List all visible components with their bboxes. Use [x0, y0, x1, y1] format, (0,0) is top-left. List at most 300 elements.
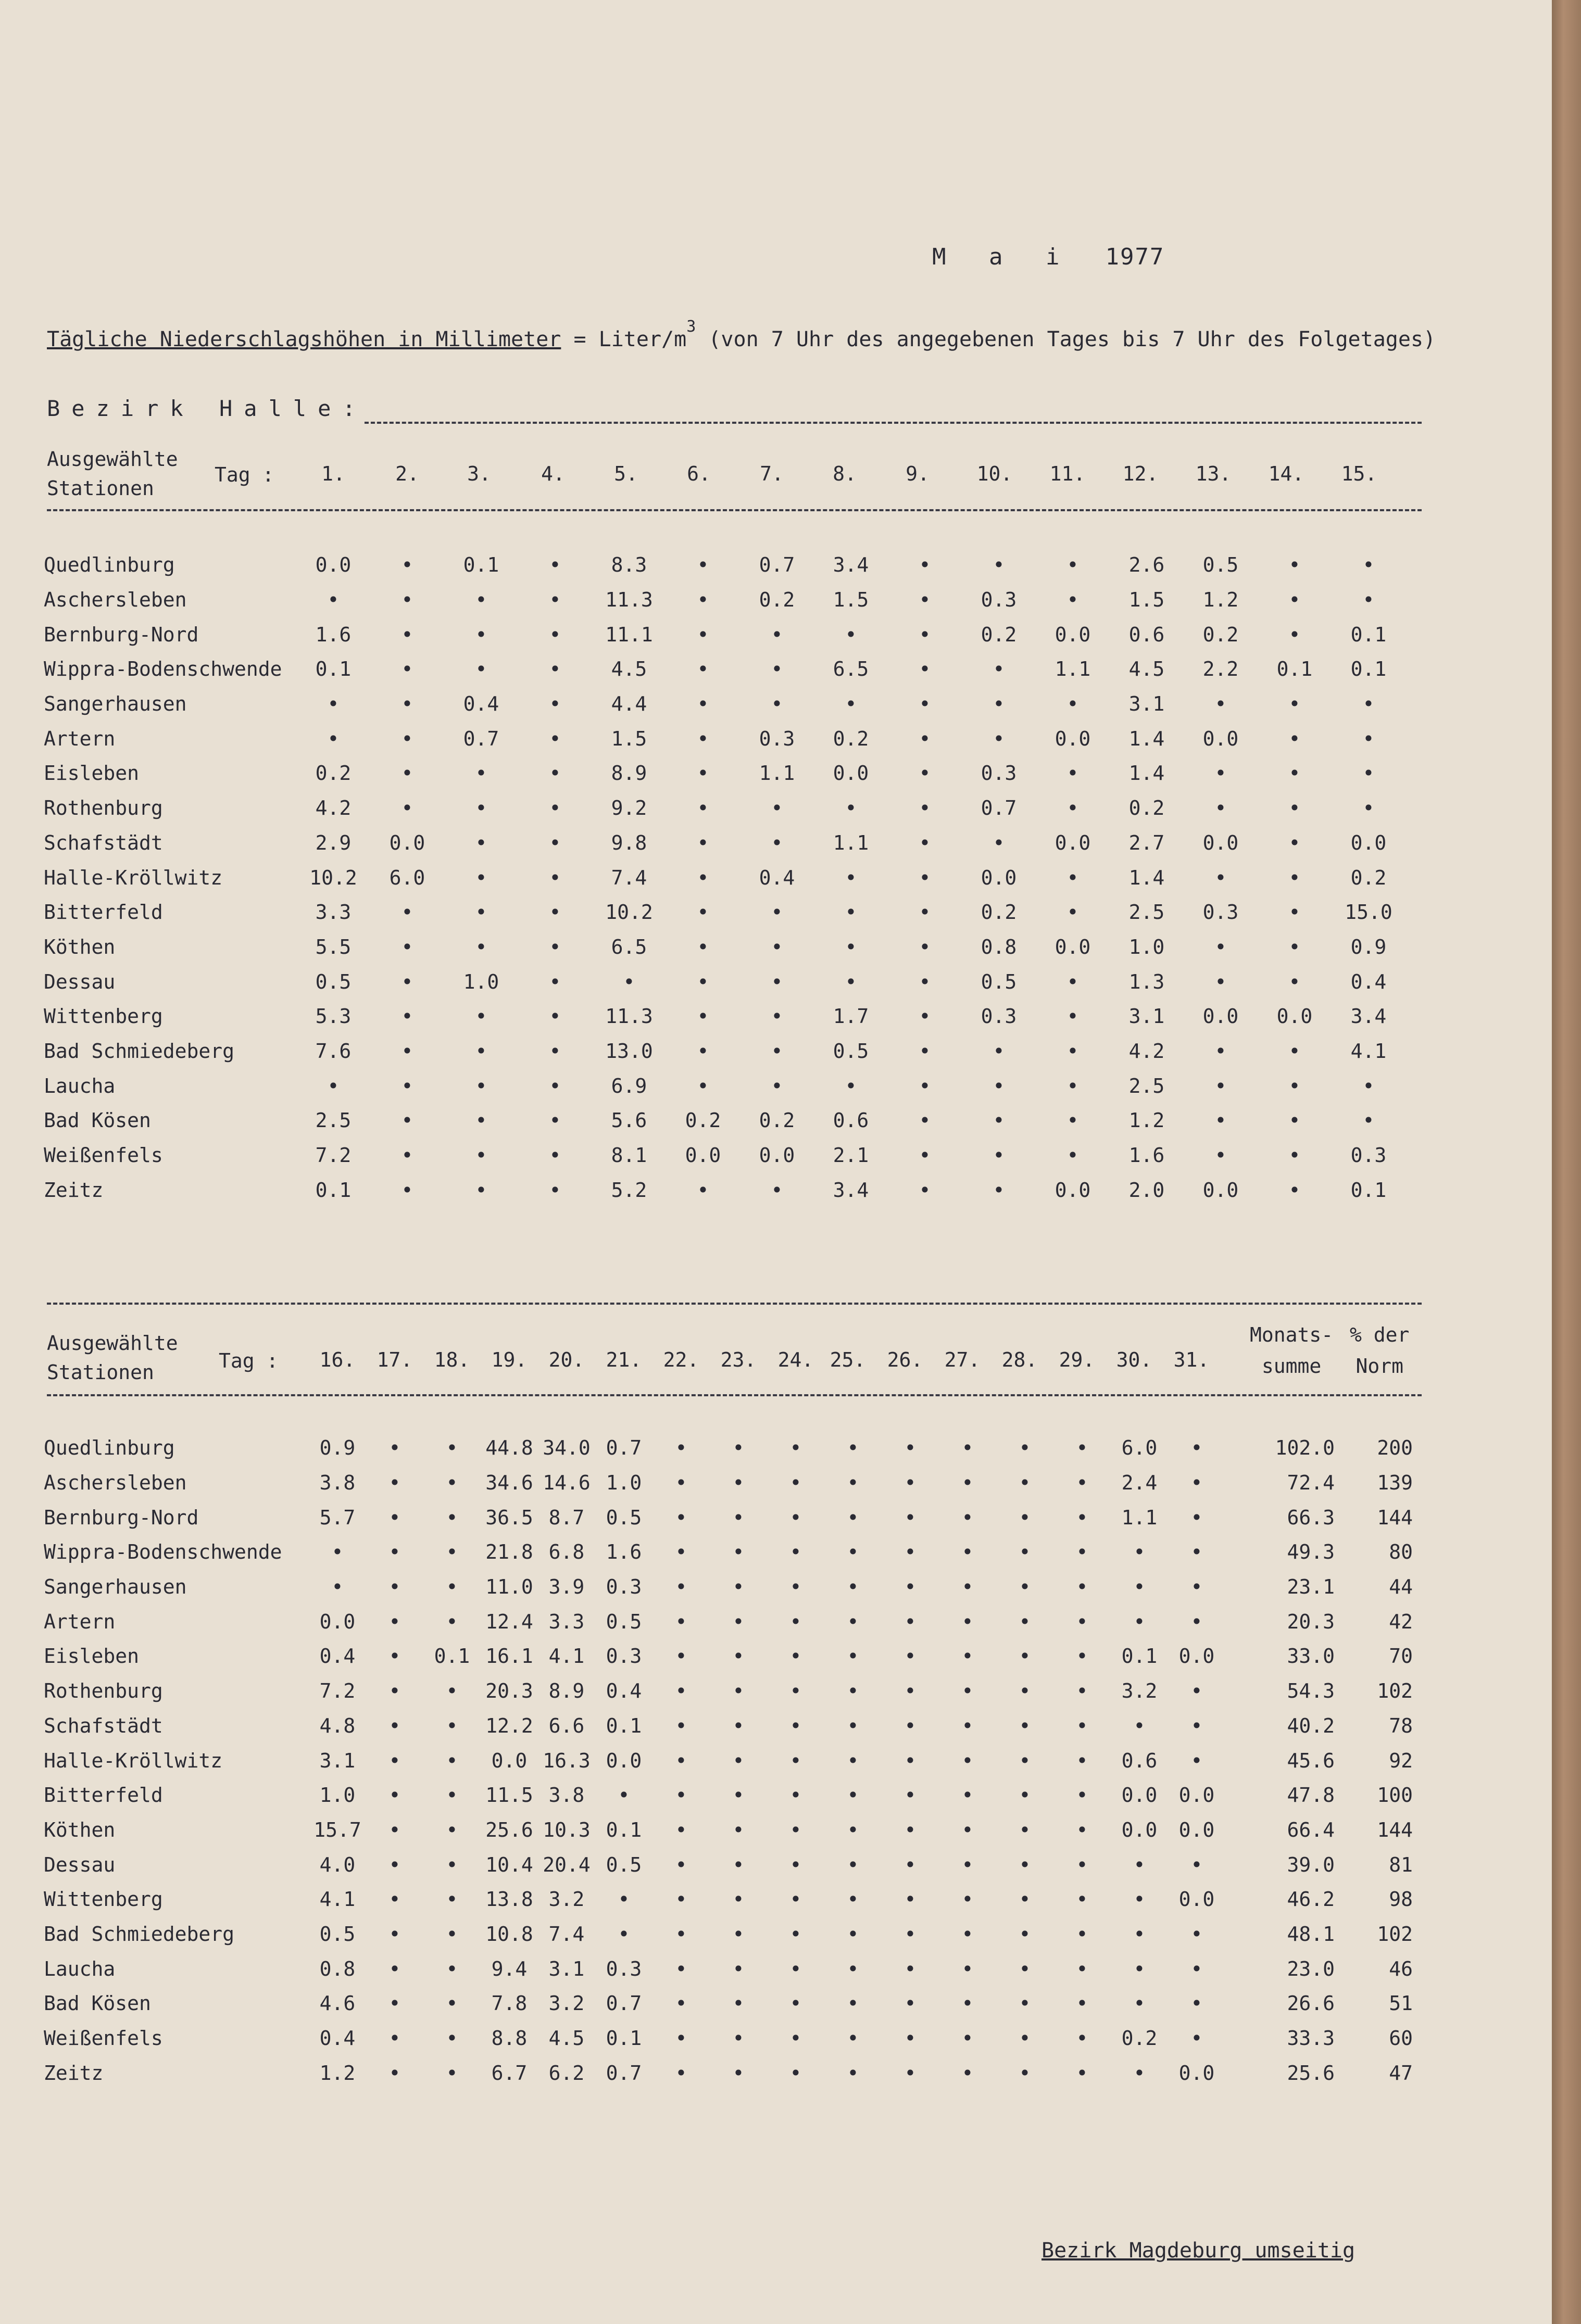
daily-value: 0.0: [833, 762, 869, 785]
daily-value: 0.3: [1350, 1144, 1387, 1167]
daily-value: •: [993, 727, 1005, 750]
daily-value: 4.0: [319, 1853, 356, 1876]
daily-value: 1.0: [463, 970, 499, 993]
daily-value: 0.0: [319, 1610, 356, 1633]
daily-value: •: [847, 1922, 859, 1946]
pct-of-norm: 102: [1377, 1679, 1413, 1703]
daily-value: •: [401, 623, 413, 646]
daily-value: •: [401, 1074, 413, 1097]
day-header: 27.: [944, 1348, 981, 1371]
daily-value: 10.2: [309, 866, 357, 889]
daily-value: •: [847, 1957, 859, 1980]
daily-value: •: [1019, 1506, 1031, 1529]
daily-value: •: [697, 866, 709, 889]
pct-of-norm: 92: [1389, 1749, 1413, 1772]
pct-of-norm: 139: [1377, 1471, 1413, 1495]
station-name: Zeitz: [44, 1178, 104, 1202]
daily-value: •: [789, 1922, 802, 1946]
daily-value: 0.4: [463, 692, 499, 716]
daily-value: •: [732, 1957, 745, 1980]
daily-value: •: [789, 1818, 802, 1841]
daily-value: •: [1214, 1109, 1227, 1132]
divider: [47, 1303, 1422, 1305]
daily-value: 1.2: [1128, 1109, 1165, 1132]
monthly-sum: 33.3: [1287, 2027, 1335, 2050]
daily-value: 1.3: [1128, 970, 1165, 993]
daily-value: •: [549, 1005, 561, 1028]
station-name: Bad Schmiedeberg: [44, 1039, 235, 1063]
daily-value: •: [1066, 1039, 1079, 1063]
pct-norm-header: % der Norm: [1350, 1323, 1410, 1378]
daily-value: 0.2: [759, 1109, 795, 1132]
day-header: 28.: [1001, 1348, 1038, 1371]
daily-value: •: [1362, 762, 1375, 785]
daily-value: •: [904, 1506, 917, 1529]
daily-value: •: [549, 1178, 561, 1202]
daily-value: •: [993, 692, 1005, 716]
daily-value: •: [845, 692, 857, 716]
daily-value: •: [388, 1922, 401, 1946]
daily-value: •: [732, 2027, 745, 2050]
daily-value: •: [847, 1645, 859, 1668]
daily-value: 0.2: [833, 727, 869, 750]
daily-value: •: [401, 658, 413, 681]
daily-value: •: [401, 1178, 413, 1202]
daily-value: 0.5: [606, 1506, 642, 1529]
daily-value: •: [401, 1144, 413, 1167]
day-header: 10.: [976, 462, 1013, 485]
station-name: Bernburg-Nord: [44, 1506, 199, 1529]
daily-value: 10.4: [485, 1853, 533, 1876]
daily-value: •: [732, 1645, 745, 1668]
daily-value: 0.6: [833, 1109, 869, 1132]
daily-value: •: [475, 623, 487, 646]
daily-value: •: [904, 1610, 917, 1633]
daily-value: •: [1076, 1853, 1088, 1876]
tag-label-1: Tag :: [215, 463, 274, 486]
monthly-sum: 54.3: [1287, 1679, 1335, 1703]
daily-value: 6.6: [548, 1714, 585, 1737]
daily-value: 0.2: [1202, 623, 1239, 646]
daily-value: •: [1190, 1575, 1203, 1599]
daily-value: 0.3: [1202, 901, 1239, 924]
daily-value: •: [1214, 970, 1227, 993]
station-name: Dessau: [44, 1853, 116, 1876]
daily-value: •: [771, 1178, 783, 1202]
daily-value: 7.2: [319, 1679, 356, 1703]
daily-value: 0.4: [319, 1645, 356, 1668]
daily-value: 3.1: [1128, 692, 1165, 716]
daily-value: 0.3: [759, 727, 795, 750]
daily-value: 0.1: [1276, 658, 1313, 681]
daily-value: 9.8: [611, 831, 647, 854]
daily-value: 0.5: [981, 970, 1017, 993]
daily-value: 12.2: [485, 1714, 533, 1737]
daily-value: 0.0: [1202, 831, 1239, 854]
daily-value: •: [549, 901, 561, 924]
daily-value: •: [1076, 1506, 1088, 1529]
daily-value: •: [1214, 692, 1227, 716]
daily-value: •: [1019, 1957, 1031, 1980]
day-header: 19.: [491, 1348, 528, 1371]
day-header: 26.: [887, 1348, 923, 1371]
daily-value: •: [388, 1506, 401, 1529]
pct-of-norm: 51: [1389, 1992, 1413, 2015]
daily-value: 0.0: [606, 1749, 642, 1772]
daily-value: 2.5: [315, 1109, 352, 1132]
daily-value: •: [847, 1784, 859, 1807]
daily-value: 1.4: [1128, 762, 1165, 785]
pct-of-norm: 102: [1377, 1922, 1413, 1946]
daily-value: 1.4: [1128, 727, 1165, 750]
daily-value: •: [845, 866, 857, 889]
daily-value: 4.2: [315, 797, 352, 820]
day-header: 31.: [1173, 1348, 1210, 1371]
daily-value: •: [388, 1540, 401, 1564]
daily-value: •: [919, 1144, 931, 1167]
table-row: [44, 2021, 1423, 2056]
daily-value: •: [847, 2027, 859, 2050]
daily-value: 0.2: [1121, 2027, 1158, 2050]
monthly-sum: 47.8: [1287, 1784, 1335, 1807]
daily-value: •: [549, 762, 561, 785]
daily-value: •: [1190, 1749, 1203, 1772]
daily-value: •: [919, 553, 931, 577]
daily-value: •: [732, 1888, 745, 1911]
daily-value: 1.5: [611, 727, 647, 750]
daily-value: •: [961, 1957, 974, 1980]
daily-value: •: [919, 901, 931, 924]
day-header: 24.: [777, 1348, 814, 1371]
daily-value: •: [401, 1039, 413, 1063]
day-header: 14.: [1268, 462, 1304, 485]
station-name: Artern: [44, 1610, 116, 1633]
daily-value: •: [1288, 866, 1301, 889]
daily-value: •: [475, 1039, 487, 1063]
daily-value: 0.7: [759, 553, 795, 577]
daily-value: 8.3: [611, 553, 647, 577]
daily-value: •: [549, 588, 561, 612]
pct-of-norm: 144: [1377, 1818, 1413, 1841]
monthly-sum: 39.0: [1287, 1853, 1335, 1876]
daily-value: •: [993, 831, 1005, 854]
daily-value: •: [789, 1610, 802, 1633]
table-row: [44, 1882, 1423, 1917]
daily-value: •: [388, 1992, 401, 2015]
daily-value: •: [697, 970, 709, 993]
daily-value: •: [961, 1679, 974, 1703]
daily-value: •: [1066, 970, 1079, 993]
daily-value: 7.4: [548, 1922, 585, 1946]
daily-value: •: [993, 658, 1005, 681]
daily-value: 4.5: [611, 658, 647, 681]
daily-value: •: [1190, 1506, 1203, 1529]
daily-value: •: [789, 1749, 802, 1772]
daily-value: •: [847, 1540, 859, 1564]
daily-value: •: [1076, 1714, 1088, 1737]
daily-value: •: [919, 935, 931, 958]
daily-value: 8.7: [548, 1506, 585, 1529]
daily-value: •: [993, 1178, 1005, 1202]
daily-value: •: [961, 1506, 974, 1529]
daily-value: •: [388, 1957, 401, 1980]
daily-value: 0.2: [981, 623, 1017, 646]
daily-value: 11.3: [605, 1005, 653, 1028]
daily-value: •: [847, 1714, 859, 1737]
table-row: [44, 860, 1406, 895]
daily-value: •: [961, 1540, 974, 1564]
daily-value: •: [993, 1109, 1005, 1132]
table-row: [44, 1103, 1406, 1138]
daily-value: •: [732, 1784, 745, 1807]
daily-value: •: [1133, 1922, 1146, 1946]
daily-value: •: [388, 1575, 401, 1599]
daily-value: •: [549, 1144, 561, 1167]
daily-value: •: [475, 588, 487, 612]
daily-value: 0.1: [1350, 623, 1387, 646]
daily-value: 3.2: [1121, 1679, 1158, 1703]
daily-value: 1.0: [606, 1471, 642, 1495]
daily-value: 10.8: [485, 1922, 533, 1946]
station-name: Sangerhausen: [44, 1575, 187, 1599]
table-row: [44, 1138, 1406, 1173]
daily-value: •: [1288, 1074, 1301, 1097]
station-name: Halle-Kröllwitz: [44, 866, 223, 889]
daily-value: •: [1076, 2027, 1088, 2050]
daily-value: 5.6: [611, 1109, 647, 1132]
daily-value: 0.5: [606, 1610, 642, 1633]
daily-value: •: [732, 1749, 745, 1772]
table-row: [44, 687, 1406, 722]
daily-value: 0.3: [981, 762, 1017, 785]
daily-value: 1.5: [1128, 588, 1165, 612]
daily-value: •: [1076, 2061, 1088, 2085]
station-name: Wippra-Bodenschwende: [44, 1540, 282, 1564]
day-header: 25.: [830, 1348, 866, 1371]
pct-of-norm: 44: [1389, 1575, 1413, 1599]
daily-value: •: [1019, 1749, 1031, 1772]
daily-value: 0.5: [833, 1039, 869, 1063]
daily-value: 0.7: [606, 1436, 642, 1460]
day-header: 15.: [1341, 462, 1377, 485]
daily-value: •: [1066, 588, 1079, 612]
daily-value: •: [1019, 1540, 1031, 1564]
daily-value: •: [549, 623, 561, 646]
daily-value: •: [446, 2061, 458, 2085]
daily-value: 0.0: [1178, 1784, 1215, 1807]
daily-value: •: [446, 1888, 458, 1911]
daily-value: •: [675, 1888, 687, 1911]
daily-value: •: [675, 1471, 687, 1495]
daily-value: •: [1019, 2027, 1031, 2050]
daily-value: 0.7: [606, 1992, 642, 2015]
daily-value: •: [732, 1818, 745, 1841]
monthly-sum: 49.3: [1287, 1540, 1335, 1564]
station-name: Sangerhausen: [44, 692, 187, 716]
daily-value: •: [1076, 1818, 1088, 1841]
pct-of-norm: 144: [1377, 1506, 1413, 1529]
daily-value: •: [845, 970, 857, 993]
daily-value: 0.2: [685, 1109, 721, 1132]
table-row: [44, 1917, 1423, 1952]
daily-value: 0.5: [1202, 553, 1239, 577]
daily-value: •: [771, 831, 783, 854]
daily-value: •: [961, 2061, 974, 2085]
daily-value: •: [675, 1610, 687, 1633]
daily-value: •: [1076, 1922, 1088, 1946]
daily-value: 25.6: [485, 1818, 533, 1841]
daily-value: 0.4: [606, 1679, 642, 1703]
daily-value: 0.0: [1121, 1784, 1158, 1807]
daily-value: •: [847, 1610, 859, 1633]
daily-value: •: [732, 1992, 745, 2015]
precip-table-1: [44, 548, 1406, 1207]
daily-value: 0.0: [315, 553, 352, 577]
daily-value: 1.7: [833, 1005, 869, 1028]
daily-value: •: [1019, 1645, 1031, 1668]
daily-value: •: [1019, 2061, 1031, 2085]
daily-value: 2.5: [1128, 901, 1165, 924]
daily-value: •: [697, 935, 709, 958]
day-header: 1.: [321, 462, 345, 485]
daily-value: •: [789, 2027, 802, 2050]
daily-value: •: [904, 1471, 917, 1495]
daily-value: 3.3: [548, 1610, 585, 1633]
daily-value: •: [1190, 1992, 1203, 2015]
daily-value: •: [697, 1039, 709, 1063]
daily-value: •: [771, 797, 783, 820]
daily-value: 11.3: [605, 588, 653, 612]
table-row: [44, 652, 1406, 687]
daily-value: •: [1190, 1540, 1203, 1564]
table-row: [44, 583, 1406, 617]
station-name: Wittenberg: [44, 1005, 163, 1028]
day-header: 17.: [377, 1348, 413, 1371]
daily-value: •: [446, 1506, 458, 1529]
station-name: Bad Kösen: [44, 1109, 151, 1132]
daily-value: 1.5: [833, 588, 869, 612]
daily-value: •: [904, 2027, 917, 2050]
daily-value: •: [845, 901, 857, 924]
daily-value: •: [904, 1818, 917, 1841]
daily-value: •: [961, 1575, 974, 1599]
daily-value: •: [789, 1679, 802, 1703]
daily-value: •: [732, 2061, 745, 2085]
daily-value: •: [919, 692, 931, 716]
daily-value: 3.4: [1350, 1005, 1387, 1028]
daily-value: •: [1288, 1144, 1301, 1167]
precip-table-2: [44, 1431, 1423, 2090]
daily-value: •: [732, 1610, 745, 1633]
daily-value: •: [446, 1471, 458, 1495]
table-row: [44, 999, 1406, 1034]
daily-value: •: [388, 1888, 401, 1911]
daily-value: 4.1: [548, 1645, 585, 1668]
station-name: Bad Kösen: [44, 1992, 151, 2015]
daily-value: 5.5: [315, 935, 352, 958]
day-header: 13.: [1195, 462, 1232, 485]
daily-value: •: [789, 1540, 802, 1564]
daily-value: •: [961, 1471, 974, 1495]
daily-value: •: [401, 553, 413, 577]
daily-value: •: [1133, 1957, 1146, 1980]
monthly-sum: 23.1: [1287, 1575, 1335, 1599]
daily-value: 3.1: [1128, 1005, 1165, 1028]
station-name: Bad Schmiedeberg: [44, 1922, 235, 1946]
monthly-sum: 46.2: [1287, 1888, 1335, 1911]
daily-value: •: [771, 901, 783, 924]
daily-value: •: [401, 797, 413, 820]
daily-value: •: [697, 1178, 709, 1202]
daily-value: •: [789, 1784, 802, 1807]
daily-value: 2.1: [833, 1144, 869, 1167]
daily-value: 0.1: [606, 1818, 642, 1841]
station-name: Aschersleben: [44, 1471, 187, 1495]
daily-value: 4.5: [1128, 658, 1165, 681]
station-name: Weißenfels: [44, 2027, 163, 2050]
daily-value: •: [789, 1714, 802, 1737]
daily-value: •: [327, 727, 340, 750]
daily-value: •: [1190, 1471, 1203, 1495]
daily-value: 16.1: [485, 1645, 533, 1668]
monthly-sum: 33.0: [1287, 1645, 1335, 1668]
daily-value: 1.0: [1128, 935, 1165, 958]
daily-value: 0.2: [1128, 797, 1165, 820]
headline-rest: (von 7 Uhr des angegebenen Tages bis 7 Uhr des Folgetages): [696, 327, 1436, 351]
daily-value: •: [1190, 1714, 1203, 1737]
daily-value: •: [1214, 1074, 1227, 1097]
daily-value: •: [388, 1436, 401, 1460]
table-row: [44, 1813, 1423, 1848]
daily-value: •: [732, 1471, 745, 1495]
pct-of-norm: 100: [1377, 1784, 1413, 1807]
daily-value: •: [771, 692, 783, 716]
day-header: 5.: [614, 462, 638, 485]
daily-value: 6.0: [389, 866, 425, 889]
daily-value: •: [1066, 553, 1079, 577]
monthly-sum: 102.0: [1275, 1436, 1335, 1460]
daily-value: •: [847, 1506, 859, 1529]
daily-value: •: [1288, 762, 1301, 785]
tag-label-2: Tag :: [219, 1349, 279, 1372]
daily-value: •: [446, 1540, 458, 1564]
daily-value: 1.2: [319, 2061, 356, 2085]
daily-value: 0.0: [981, 866, 1017, 889]
daily-value: •: [475, 831, 487, 854]
daily-value: •: [1019, 1471, 1031, 1495]
daily-value: •: [388, 2027, 401, 2050]
daily-value: •: [919, 1039, 931, 1063]
daily-value: 0.0: [1202, 727, 1239, 750]
daily-value: •: [771, 970, 783, 993]
daily-value: •: [1133, 1992, 1146, 2015]
daily-value: •: [961, 1610, 974, 1633]
daily-value: 34.6: [485, 1471, 533, 1495]
daily-value: 0.1: [315, 658, 352, 681]
daily-value: •: [697, 1005, 709, 1028]
station-name: Artern: [44, 727, 116, 750]
daily-value: 8.8: [491, 2027, 528, 2050]
daily-value: •: [401, 588, 413, 612]
daily-value: •: [475, 1178, 487, 1202]
stations-header-1: Ausgewählte Stationen: [47, 448, 178, 500]
daily-value: •: [623, 970, 635, 993]
daily-value: •: [961, 1888, 974, 1911]
table-row: [44, 1951, 1423, 1986]
daily-value: •: [1019, 1610, 1031, 1633]
daily-value: 0.0: [1055, 1178, 1091, 1202]
daily-value: •: [388, 1853, 401, 1876]
